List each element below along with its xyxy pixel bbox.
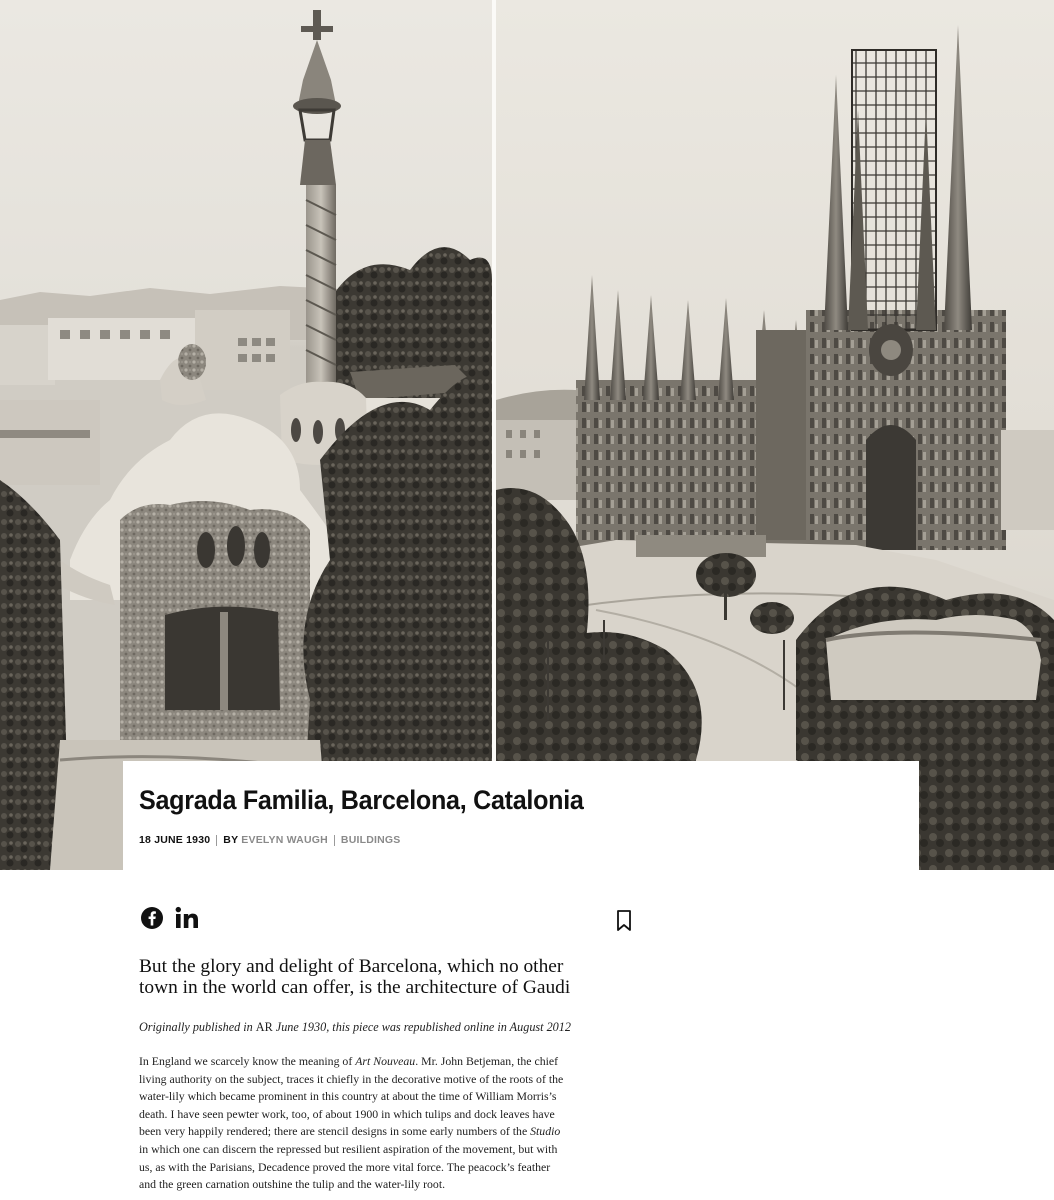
meta-separator xyxy=(216,835,217,846)
facebook-icon[interactable] xyxy=(140,906,164,930)
body-line: us, as with the Parisians, Decadence proved the more vital force. The peacock’s feather xyxy=(139,1159,551,1174)
body-line xyxy=(139,1123,639,1141)
article-header-card xyxy=(123,761,919,870)
photo-sagrada-familia xyxy=(496,0,1054,870)
standfirst-line: But the glory and delight of Barcelona, which no other xyxy=(139,956,564,977)
author-link[interactable]: EVELYN WAUGH xyxy=(241,834,328,846)
body-text-run: In England we scarcely know the meaning of xyxy=(139,1054,356,1068)
body-text-run: been very happily rendered; there are stencil designs in some early numbers of the xyxy=(139,1124,531,1139)
body-text-italic: Art Nouveau xyxy=(355,1054,416,1068)
publication-note-text: June 1930, this piece was republished online in August 2012 xyxy=(272,1020,571,1034)
body-line: and the green carnation outshine the tulip and the water-lily root. xyxy=(139,1177,446,1192)
body-line: in which one can discern the repressed but resilient aspiration of the movement, but with xyxy=(139,1141,558,1156)
linkedin-icon[interactable] xyxy=(175,906,199,930)
publish-date: 18 JUNE 1930 xyxy=(139,834,211,846)
article-standfirst xyxy=(139,956,639,998)
byline-label: BY xyxy=(223,834,239,846)
standfirst-line: town in the world can offer, is the architecture of Gaudi xyxy=(139,977,571,998)
category-link[interactable]: BUILDINGS xyxy=(340,834,401,846)
article-body-paragraph xyxy=(139,1053,639,1194)
body-line: death. I have seen pewter work, too, of about 1900 in which tulips and dock leaves have xyxy=(139,1106,555,1121)
bookmark-icon[interactable] xyxy=(615,909,633,933)
publication-note-ar: AR xyxy=(255,1020,273,1034)
body-line: living authority on the subject, traces it chiefly in the decorative motive of the roots of the xyxy=(139,1071,564,1086)
publication-note xyxy=(139,1020,659,1035)
body-line xyxy=(139,1053,639,1071)
article-title: Sagrada Familia, Barcelona, Catalonia xyxy=(139,785,584,815)
photo-park-guell-pavilion xyxy=(0,0,492,870)
article-meta xyxy=(139,834,400,846)
body-text-run: . Mr. John Betjeman, the chief xyxy=(415,1054,559,1068)
body-line: water-lily which became prominent in this country at about the time of William Morris’s xyxy=(139,1089,557,1104)
publication-note-text: Originally published in xyxy=(139,1020,256,1034)
meta-separator xyxy=(334,835,335,846)
body-text-italic: Studio xyxy=(530,1124,561,1139)
